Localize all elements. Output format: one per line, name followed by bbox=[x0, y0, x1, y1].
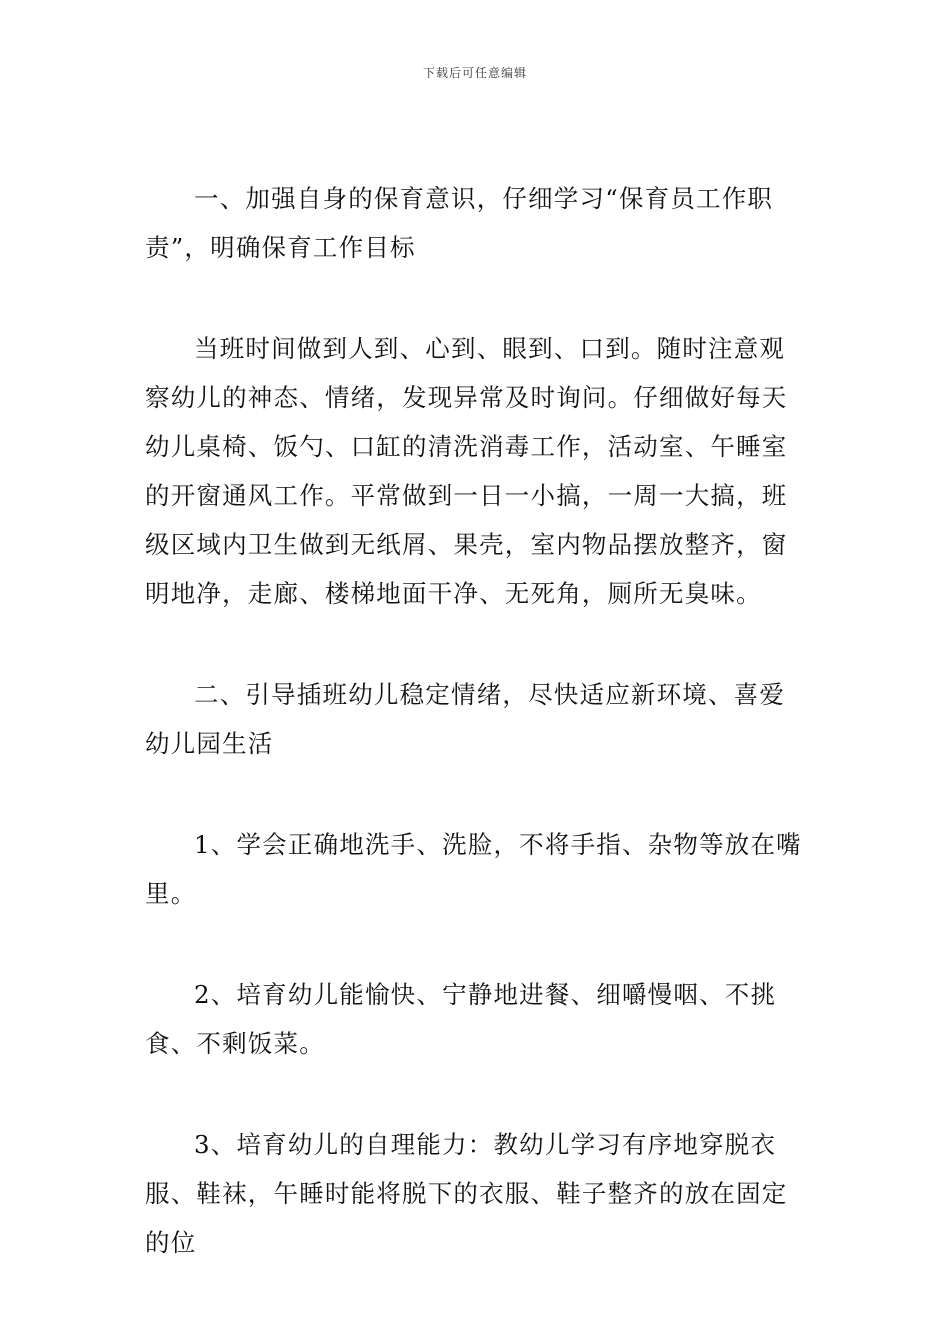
document-body bbox=[145, 174, 809, 1319]
list-item-1: 1、学会正确地洗手、洗脸，不将手指、杂物等放在嘴里。 bbox=[145, 830, 802, 908]
paragraph-duty-details: 当班时间做到人到、心到、眼到、口到。随时注意观察幼儿的神态、情绪，发现异常及时询问。仔细做好每天幼儿桌椅、饭勺、口缸的清洗消毒工作，活动室、午睡室的开窗通风工作。平常做到一日一小搞，一周一大搞，班级区域内卫生做到无纸屑、果壳，室内物品摆放整齐，窗明地净，走廊、楼梯地面干净、无死角，厕所无臭味。 bbox=[145, 334, 788, 608]
page-header: 下载后可任意编辑 bbox=[422, 66, 527, 80]
section-heading-1: 一、加强自身的保育意识，仔细学习“保育员工作职责”，明确保育工作目标 bbox=[145, 184, 774, 262]
list-item-2: 2、培育幼儿能愉快、宁静地进餐、细嚼慢咽、不挑食、不剩饭菜。 bbox=[145, 980, 777, 1058]
list-item-3: 3、培育幼儿的自理能力：教幼儿学习有序地穿脱衣服、鞋袜，午睡时能将脱下的衣服、鞋子整齐的放在固定的位 bbox=[145, 1130, 788, 1257]
section-heading-2: 二、引导插班幼儿稳定情绪，尽快适应新环境、喜爱幼儿园生活 bbox=[145, 680, 786, 758]
